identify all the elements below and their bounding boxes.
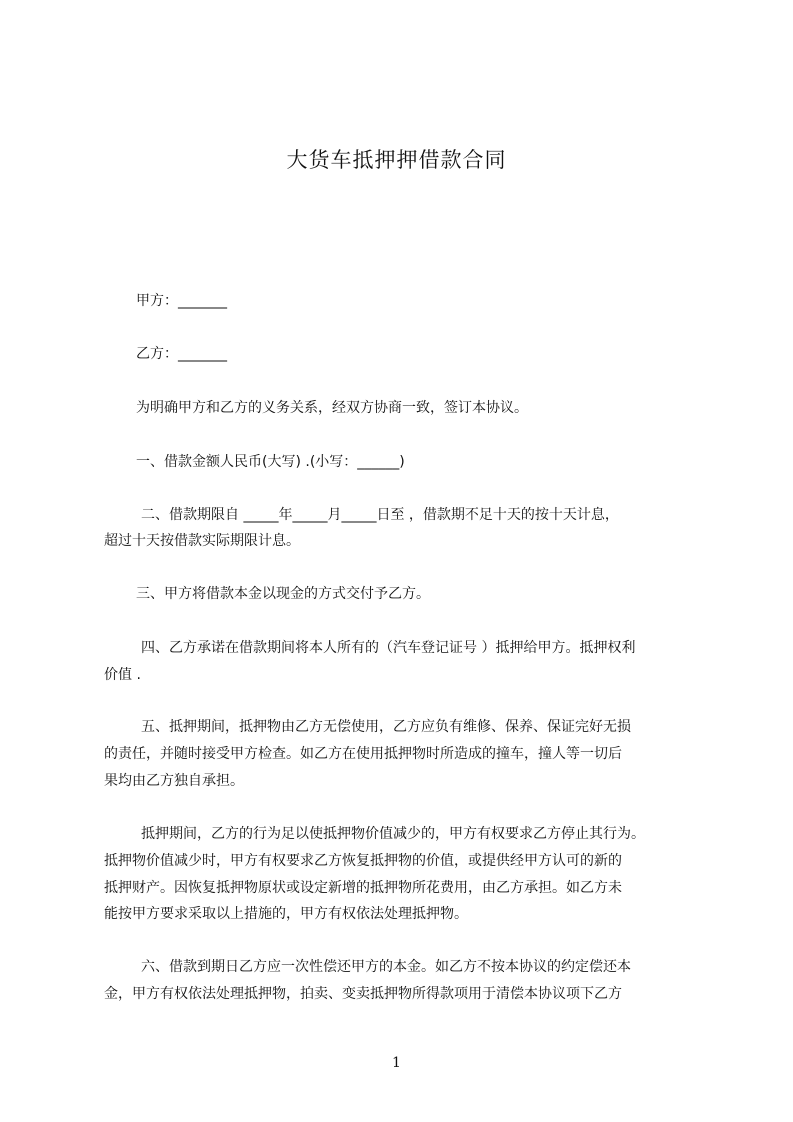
pledge-paragraph-line-2: 抵押物价值减少时，甲方有权要求乙方恢复抵押物的价值，或提供经甲方认可的新的 xyxy=(104,853,622,869)
clause-5-line-2: 的责任，并随时接受甲方检查。如乙方在使用抵押物时所造成的撞车，撞人等一切后 xyxy=(104,746,622,762)
clause-6-line-2: 金，甲方有权依法处理抵押物，拍卖、变卖抵押物所得款项用于清偿本协议项下乙方 xyxy=(104,986,622,1002)
clause-5-line-3: 果均由乙方独自承担。 xyxy=(104,773,244,789)
party-b-line: 乙方：_______ xyxy=(136,346,227,362)
intro-paragraph: 为明确甲方和乙方的义务关系，经双方协商一致，签订本协议。 xyxy=(136,400,528,416)
page-number: 1 xyxy=(392,1055,401,1071)
clause-2-line-2: 超过十天按借款实际期限计息。 xyxy=(104,533,300,549)
pledge-paragraph-line-1: 抵押期间，乙方的行为足以使抵押物价值减少的，甲方有权要求乙方停止其行为。 xyxy=(141,826,645,842)
party-a-line: 甲方：_______ xyxy=(136,293,227,309)
clause-3: 三、甲方将借款本金以现金的方式交付予乙方。 xyxy=(136,586,430,602)
pledge-paragraph-line-3: 抵押财产。因恢复抵押物原状或设定新增的抵押物所花费用，由乙方承担。如乙方未 xyxy=(104,880,622,896)
clause-5-line-1: 五、抵押期间，抵押物由乙方无偿使用，乙方应负有维修、保养、保证完好无损 xyxy=(141,719,631,735)
clause-4-line-1: 四、乙方承诺在借款期间将本人所有的（汽车登记证号 ）抵押给甲方。抵押权利 xyxy=(141,640,636,656)
clause-1: 一、借款金额人民币(大写) .(小写：______) xyxy=(136,454,405,470)
document-title: 大货车抵押押借款合同 xyxy=(286,148,507,172)
clause-6-line-1: 六、借款到期日乙方应一次性偿还甲方的本金。如乙方不按本协议的约定偿还本 xyxy=(141,959,631,975)
clause-4-line-2: 价值 . xyxy=(104,667,141,683)
pledge-paragraph-line-4: 能按甲方要求采取以上措施的，甲方有权依法处理抵押物。 xyxy=(104,906,468,922)
clause-2-line-1: 二、借款期限自 _____年_____月_____日至 ，借款期不足十天的按十天计息， xyxy=(141,507,619,523)
